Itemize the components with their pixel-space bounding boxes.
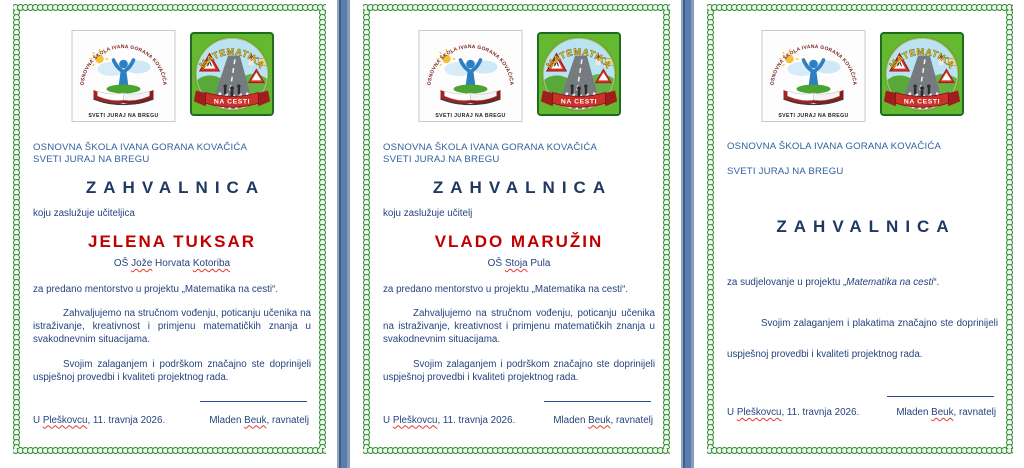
- certificate-content: [33, 12, 311, 446]
- stamp-border-top: [363, 4, 670, 11]
- stamp-border-bottom: [363, 447, 670, 454]
- certificate-title: ZAHVALNICA: [432, 178, 613, 197]
- project-logo: [190, 31, 274, 117]
- stamp-border-right: [1006, 10, 1013, 448]
- signer-name: Mladen Beuk, ravnatelj: [553, 414, 653, 426]
- stamp-border: [13, 4, 326, 454]
- certificate-page-1: [0, 0, 337, 468]
- page-separator: [681, 0, 694, 468]
- school-logo: [761, 30, 866, 122]
- stamp-border-left: [363, 10, 370, 448]
- body-paragraph-2: Svojim zalaganjem i podrškom značajno ste doprinijeli uspješnoj provedbi i kvaliteti projektnog rada.: [33, 358, 311, 383]
- certificate-page-2: [350, 0, 681, 468]
- school-name-line1: OSNOVNA ŠKOLA IVANA GORANA KOVAČIĆA: [383, 142, 598, 153]
- stamp-border-left: [707, 10, 714, 448]
- footer-row: [383, 415, 655, 426]
- school-name: [33, 142, 311, 166]
- certificate-title: ZAHVALNICA: [776, 217, 956, 236]
- project-logo: [537, 31, 621, 117]
- certificate-content: [383, 12, 655, 446]
- school-name-line2: SVETI JURAJ NA BREGU: [727, 166, 844, 177]
- body-paragraph-2: Svojim zalaganjem i podrškom značajno ste doprinijeli uspješnoj provedbi i kvaliteti projektnog rada.: [383, 358, 655, 383]
- stamp-border-top: [707, 4, 1013, 11]
- logo-row: [33, 30, 311, 122]
- footer-row: [33, 415, 311, 426]
- intro-line: koju zaslužuje učitelj: [383, 208, 473, 219]
- signature-line: [200, 401, 307, 402]
- stamp-border-right: [663, 10, 670, 448]
- certificate-page-3: [694, 0, 1024, 468]
- logo-row: [383, 30, 655, 122]
- logo-row: [727, 30, 998, 122]
- stamp-border-top: [13, 4, 326, 11]
- body-paragraph: Svojim zalaganjem i plakatima značajno ste doprinijeli uspješnoj provedbi i kvaliteti projektnog rada.: [727, 318, 998, 360]
- school-logo: [71, 30, 176, 122]
- footer-row: [727, 407, 998, 418]
- recipient-name: JELENA TUKSAR: [88, 232, 256, 251]
- stamp-border-left: [13, 10, 20, 448]
- school-name-line2: SVETI JURAJ NA BREGU: [383, 154, 500, 165]
- school-name: [383, 142, 655, 166]
- intro-line: koju zaslužuje učiteljica: [33, 208, 135, 219]
- recipient-name: VLADO MARUŽIN: [434, 232, 604, 251]
- stamp-border-right: [319, 10, 326, 448]
- recipient-school: OŠ Jože Horvata Kotoriba: [113, 258, 231, 269]
- body-paragraph-1: Zahvaljujemo na stručnom vođenju, poticanju učenika na istraživanje, kreativnost i primjenu matematičkih znanja u svakodnevnim situacijama.: [33, 308, 311, 345]
- place-date: U Pleškovcu, 11. travnja 2026.: [383, 414, 516, 426]
- reason-line: za predano mentorstvo u projektu „Matematika na cesti“.: [33, 284, 279, 295]
- place-date: U Pleškovcu, 11. travnja 2026.: [727, 407, 860, 418]
- project-logo: [880, 31, 964, 117]
- recipient-school: OŠ Stoja Pula: [487, 258, 551, 269]
- reason-line: za predano mentorstvo u projektu „Matematika na cesti“.: [383, 284, 629, 295]
- school-name-line1: OSNOVNA ŠKOLA IVANA GORANA KOVAČIĆA: [727, 141, 942, 152]
- school-logo: [418, 30, 523, 122]
- body-paragraph-1: Zahvaljujemo na stručnom vođenju, poticanju učenika na istraživanje, kreativnost i primjenu matematičkih znanja u svakodnevnim situacijama.: [383, 308, 655, 345]
- place-date: U Pleškovcu, 11. travnja 2026.: [33, 414, 166, 426]
- school-name-line1: OSNOVNA ŠKOLA IVANA GORANA KOVAČIĆA: [33, 142, 248, 153]
- stamp-border: [707, 4, 1013, 454]
- reason-suffix: “.: [933, 277, 940, 288]
- stamp-border: [363, 4, 670, 454]
- school-name-line2: SVETI JURAJ NA BREGU: [33, 154, 150, 165]
- signature-line: [544, 401, 651, 402]
- signature-line: [887, 396, 994, 397]
- signer-name: Mladen Beuk, ravnatelj: [209, 414, 309, 426]
- certificate-content: [727, 12, 998, 446]
- reason-prefix: za sudjelovanje u projektu „: [727, 277, 847, 288]
- stamp-border-bottom: [13, 447, 326, 454]
- certificate-title: ZAHVALNICA: [85, 178, 266, 197]
- signer-name: Mladen Beuk, ravnatelj: [896, 407, 996, 418]
- reason-line: [727, 277, 998, 288]
- stamp-border-bottom: [707, 447, 1013, 454]
- reason-project-name: Matematika na cesti: [846, 277, 934, 288]
- page-separator: [337, 0, 350, 468]
